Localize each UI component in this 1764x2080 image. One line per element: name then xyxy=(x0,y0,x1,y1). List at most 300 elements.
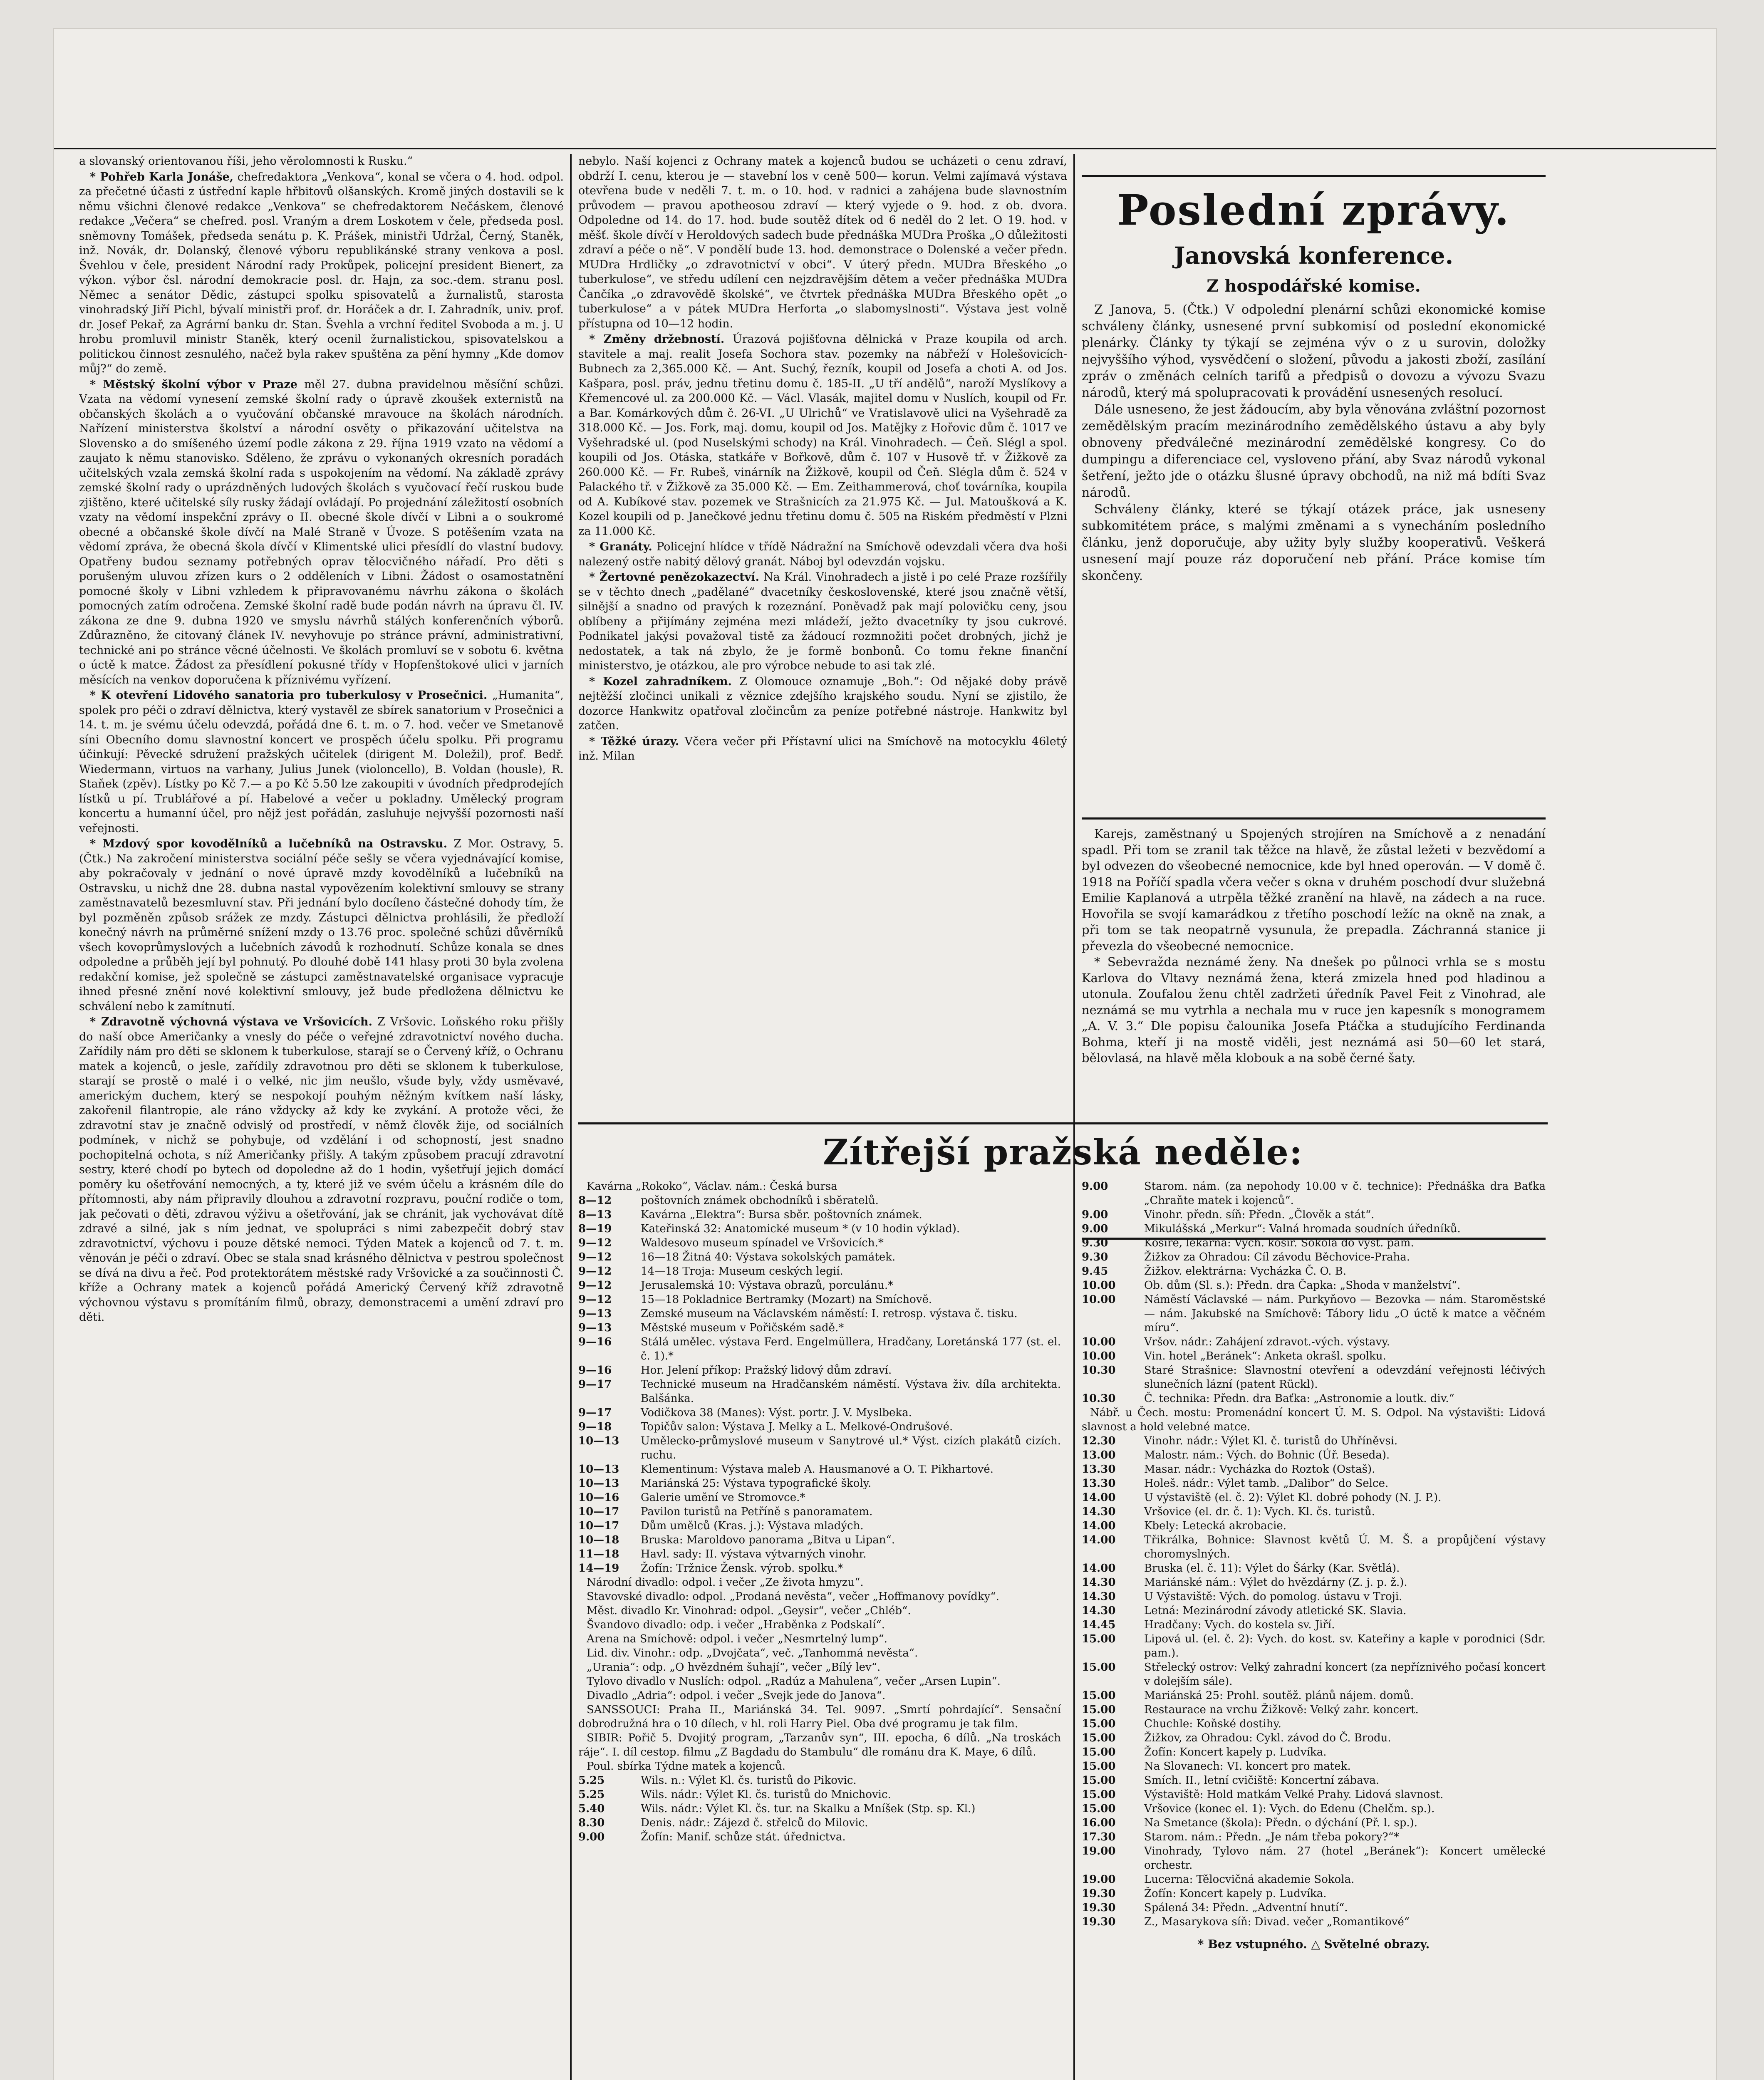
schedule-text: Arena na Smíchově: odpol. i večer „Nesmrtelný lump“. xyxy=(587,1633,887,1645)
schedule-text: Waldesovo museum spínadel ve Vršovicích.* xyxy=(641,1237,884,1249)
article-text: a slovanský orientovanou říši, jeho věrolomnosti k Rusku.“ xyxy=(79,155,413,168)
schedule-text: SANSSOUCI: Praha II., Mariánská 34. Tel. 9097. „Smrtí pohrdající“. Sensační dobrodružná hra o 10 dílech, v hl. roli Harry Piel. Oba dvé programu je tak film. xyxy=(578,1704,1061,1730)
schedule-entry xyxy=(578,1264,1061,1278)
schedule-text: Tylovo divadlo v Nuslích: odpol. „Radúz a Mahulena“, večer „Arsen Lupin“. xyxy=(587,1675,1001,1688)
schedule-entry xyxy=(1082,1830,1546,1844)
schedule-time: 14.00 xyxy=(1082,1562,1116,1575)
schedule-time: 9—12 xyxy=(578,1265,612,1278)
schedule-entry xyxy=(1082,1278,1546,1293)
schedule-entry xyxy=(1082,1208,1546,1222)
schedule-entry xyxy=(578,1632,1061,1646)
schedule-time: 19.30 xyxy=(1082,1887,1116,1900)
schedule-time: 14.30 xyxy=(1082,1590,1116,1603)
schedule-entry xyxy=(1082,1349,1546,1363)
schedule-time: 9—12 xyxy=(578,1237,612,1249)
schedule-entry xyxy=(578,1208,1061,1222)
schedule-time: 16.00 xyxy=(1082,1817,1116,1829)
schedule-entry xyxy=(1082,1264,1546,1278)
schedule-entry xyxy=(578,1293,1061,1307)
article-paragraph xyxy=(79,154,564,169)
schedule-entry xyxy=(1082,1915,1546,1929)
schedule-entry xyxy=(578,1321,1061,1335)
article-paragraph xyxy=(578,154,1067,331)
article-paragraph xyxy=(578,540,1067,569)
schedule-entry xyxy=(578,1674,1061,1689)
schedule-time: 9—17 xyxy=(578,1378,612,1391)
schedule-time: 13.00 xyxy=(1082,1449,1116,1461)
schedule-time: 14.30 xyxy=(1082,1506,1116,1518)
schedule-text: Vršovice (konec el. 1): Vych. do Edenu (Chelčm. sp.). xyxy=(1144,1803,1435,1815)
article-paragraph xyxy=(79,377,564,688)
article-text: Na Král. Vinohradech a jistě i po celé Praze rozšířily se v těchto dnech „padělané“ dvacetníky československé, které jsou značně větší, silnější a snadno od pravých k rozeznání. Poněvadž pak mají polovičku ceny, jsou oblíbeny a přijímány zejména mezi mládeží, ježto dvacetníky ty jsou cukrové. Podnikatel jakýsi považoval tistě za žádoucí rozmnožiti počet drobných, jichž je nedostatek, a tak ná zbylo, že je formě bonbonů. Co tomu řekne finanční ministerstvo, je otázkou, ale pro výrobce nebude to asi tak zlé. xyxy=(578,571,1067,672)
article-lead: * Těžké úrazy. xyxy=(589,735,679,748)
column-divider xyxy=(570,154,572,2080)
schedule-text: Vin. hotel „Beránek“: Anketa okrašl. spolku. xyxy=(1144,1350,1386,1362)
schedule-text: SIBIR: Pořič 5. Dvojitý program, „Tarzanův syn“, III. epocha, 6 dílů. „Na troskách ráje“. I. díl cestop. filmu „Z Bagdadu do Stambulu“ dle románu dra K. Maye, 6 dílů. xyxy=(578,1732,1061,1758)
schedule-entry xyxy=(578,1307,1061,1321)
newspaper-page xyxy=(54,29,1716,2080)
schedule-time: 15.00 xyxy=(1082,1718,1116,1730)
schedule-time: 12.30 xyxy=(1082,1435,1116,1447)
schedule-time: 9—16 xyxy=(578,1336,612,1348)
schedule-time: 15.00 xyxy=(1082,1760,1116,1773)
article-lead: * K otevření Lidového sanatoria pro tuberkulosy v Prosečnici. xyxy=(90,689,488,702)
schedule-text: Starom. nám.: Předn. „Je nám třeba pokory?“* xyxy=(1144,1831,1399,1843)
schedule-entry xyxy=(578,1646,1061,1660)
schedule-text: Kbely: Letecká akrobacie. xyxy=(1144,1520,1287,1532)
schedule-text: Vinohr. nádr.: Výlet Kl. č. turistů do Uhříněvsi. xyxy=(1144,1435,1398,1447)
schedule-entry xyxy=(578,1561,1061,1575)
article-text: nebylo. Naší kojenci z Ochrany matek a kojenců budou se ucházeti o cenu zdraví, obdrží I. cenu, kterou je — stavební los v ceně 500— korun. Velmi zajímavá výstava otevřena bude v neděli 7. t. m. o 10. hod. v radnici a zahájena bude slavnostním průvodem — pravou apotheosou zdraví — který vyjede o 9. hod. z ob. dvora. Odpoledne od 14. do 17. hod. bude soutěž dítek od 6 neděl do 2 let. O 19. hod. v měšť. škole dívčí v Heroldových sadech bude přednáška MUDra Proška „O důležitosti zdraví a péče o ně“. V pondělí bude 13. hod. demonstrace o Dolenské a večer předn. MUDra Hrdličky „o zdravotnictví v obci“. V úterý předn. MUDra Břeského „o tuberkulose“, ve středu udílení cen nejzdravějším dětem a večer přednáška MUDra Čančíka „o zdravovědě školské“, ve čtvrtek přednáška MUDra Břeského opět „o tuberkulose“ a v pátek MUDra Herforta „o slabomyslnosti“. Výstava jest volně přístupna od 10—12 hodin. xyxy=(578,155,1067,330)
schedule-entry xyxy=(1082,1462,1546,1476)
schedule-text: Topičův salon: Výstava J. Melky a L. Melkové-Ondrušové. xyxy=(641,1421,953,1433)
schedule-text: Wils. nádr.: Výlet Kl. čs. tur. na Skalku a Mníšek (Stp. sp. Kl.) xyxy=(641,1803,976,1815)
schedule-time: 15.00 xyxy=(1082,1732,1116,1744)
schedule-time: 11—18 xyxy=(578,1548,619,1560)
schedule-entry xyxy=(578,1377,1061,1406)
schedule-text: Jerusalemská 10: Výstava obrazů, porculánu.* xyxy=(641,1279,894,1292)
news-headline: Janovská konference. xyxy=(1174,242,1454,270)
schedule-text: Umělecko-průmyslové museum v Sanytrové ul.* Výst. cizích plakátů cizích. ruchu. xyxy=(641,1435,1061,1461)
schedule-text: Mariánské nám.: Výlet do hvězdárny (Z. j. p. ž.). xyxy=(1144,1576,1407,1589)
schedule-entry xyxy=(1082,1788,1546,1802)
schedule-entry xyxy=(578,1830,1061,1844)
schedule-entry xyxy=(1082,1816,1546,1830)
schedule-text: Klementinum: Výstava maleb A. Hausmanové a O. T. Pikhartové. xyxy=(641,1463,994,1476)
schedule-time: 5.40 xyxy=(578,1803,605,1815)
schedule-text: Wils. n.: Výlet Kl. čs. turistů do Pikovic. xyxy=(641,1774,857,1787)
schedule-column-right xyxy=(1082,1179,1546,2080)
schedule-time: 19.00 xyxy=(1082,1845,1116,1857)
schedule-text: Vršov. nádr.: Zahájení zdravot.-vých. výstavy. xyxy=(1144,1336,1390,1348)
news-subheadline: Z hospodářské komise. xyxy=(1207,276,1421,296)
schedule-entry xyxy=(1082,1717,1546,1731)
schedule-text: Z., Masarykova síň: Divad. večer „Romantikové“ xyxy=(1144,1916,1410,1928)
schedule-text: Žižkov za Ohradou: Cíl závodu Běchovice-Praha. xyxy=(1144,1251,1410,1263)
schedule-text: Lucerna: Tělocvičná akademie Sokola. xyxy=(1144,1873,1355,1886)
schedule-text: Žofín: Koncert kapely p. Ludvíka. xyxy=(1144,1887,1327,1900)
schedule-time: 9—12 xyxy=(578,1293,612,1306)
schedule-entry xyxy=(578,1731,1061,1759)
schedule-entry xyxy=(578,1278,1061,1293)
article-lead: * Pohřeb Karla Jonáše, xyxy=(90,170,234,183)
schedule-time: 14.30 xyxy=(1082,1605,1116,1617)
schedule-entry xyxy=(1082,1434,1546,1448)
schedule-entry xyxy=(578,1505,1061,1519)
schedule-entry xyxy=(578,1660,1061,1674)
schedule-text: Bruska: Maroldovo panorama „Bitva u Lipan“. xyxy=(641,1534,895,1546)
schedule-entry xyxy=(578,1236,1061,1250)
schedule-text: Stavovské divadlo: odpol. „Prodaná nevěsta“, večer „Hoffmanovy povídky“. xyxy=(587,1590,999,1603)
schedule-time: 10.30 xyxy=(1082,1364,1116,1377)
schedule-entry xyxy=(578,1759,1061,1773)
masthead-rule-top xyxy=(1082,175,1546,177)
schedule-time: 13.30 xyxy=(1082,1477,1116,1490)
schedule-entry xyxy=(578,1335,1061,1363)
schedule-entry xyxy=(578,1590,1061,1604)
schedule-entry xyxy=(1082,1179,1546,1208)
schedule-text: Č. technika: Předn. dra Baťka: „Astronomie a loutk. div.“ xyxy=(1144,1392,1454,1405)
schedule-text: Kateřinská 32: Anatomické museum * (v 10 hodin výklad). xyxy=(641,1223,960,1235)
schedule-text: Pavilon turistů na Petříně s panoramatem. xyxy=(641,1506,873,1518)
schedule-text: Stálá umělec. výstava Ferd. Engelmüllera, Hradčany, Loretánská 177 (st. el. č. 1).* xyxy=(641,1336,1061,1362)
schedule-text: Vodičkova 38 (Manes): Výst. portr. J. V. Myslbeka. xyxy=(641,1406,912,1419)
article-lead: * Mzdový spor kovodělníků a lučebníků na Ostravsku. xyxy=(90,837,448,850)
schedule-time: 15.00 xyxy=(1082,1689,1116,1702)
schedule-entry xyxy=(578,1462,1061,1476)
article-paragraph xyxy=(79,688,564,836)
schedule-text: Hradčany: Vych. do kostela sv. Jiří. xyxy=(1144,1619,1335,1631)
schedule-entry xyxy=(578,1250,1061,1264)
schedule-text: Technické museum na Hradčanském náměstí. Výstava živ. díla architekta. Balšánka. xyxy=(641,1378,1061,1405)
column-left xyxy=(79,154,564,2080)
news-paragraph: Schváleny články, které se týkají otázek práce, jak usneseny subkomitétem práce, s malými změnami a s vynecháním posledního článku, jenž doporučuje, aby užity byly služby kooperativů. Veškerá usnesení mají pouze ráz doporučení neb přání. Práce komise tím skončeny. xyxy=(1082,502,1546,583)
schedule-text: Žofín: Koncert kapely p. Ludvíka. xyxy=(1144,1746,1327,1758)
schedule-text: 14—18 Troja: Museum ceských legií. xyxy=(641,1265,843,1278)
schedule-time: 15.00 xyxy=(1082,1633,1116,1645)
schedule-entry xyxy=(1082,1236,1546,1250)
schedule-entry xyxy=(578,1618,1061,1632)
schedule-entry xyxy=(1082,1887,1546,1901)
column-middle xyxy=(578,154,1067,1119)
schedule-time: 5.25 xyxy=(578,1788,605,1801)
schedule-entry xyxy=(578,1802,1061,1816)
schedule-time: 9.45 xyxy=(1082,1265,1108,1278)
schedule-text: Masar. nádr.: Vycházka do Roztok (Ostaš). xyxy=(1144,1463,1375,1476)
article-paragraph xyxy=(578,674,1067,733)
schedule-text: Žofín: Tržnice Žensk. výrob. spolku.* xyxy=(641,1562,843,1575)
article-lead: * Žertovné penězokazectví. xyxy=(589,571,760,584)
schedule-entry xyxy=(1082,1533,1546,1561)
schedule-entry xyxy=(1082,1561,1546,1575)
schedule-time: 15.00 xyxy=(1082,1788,1116,1801)
schedule-time: 9—13 xyxy=(578,1307,612,1320)
schedule-entry xyxy=(1082,1335,1546,1349)
schedule-time: 9.00 xyxy=(1082,1180,1108,1193)
schedule-entry xyxy=(1082,1491,1546,1505)
schedule-text: Košíře, lékárna: Vych. košíř. Sokola do výst. pam. xyxy=(1144,1237,1414,1249)
schedule-text: Výstaviště: Hold matkám Velké Prahy. Lidová slavnost. xyxy=(1144,1788,1444,1801)
schedule-entry xyxy=(1082,1406,1546,1434)
schedule-entry xyxy=(1082,1759,1546,1773)
article-paragraph xyxy=(79,837,564,1014)
schedule-time: 10.00 xyxy=(1082,1336,1116,1348)
schedule-time: 9.00 xyxy=(1082,1208,1108,1221)
schedule-text: Chuchle: Koňské dostihy. xyxy=(1144,1718,1281,1730)
schedule-time: 13.30 xyxy=(1082,1463,1116,1476)
schedule-column-left xyxy=(578,1179,1061,2080)
schedule-time: 9.00 xyxy=(578,1831,605,1843)
schedule-entry xyxy=(1082,1604,1546,1618)
schedule-text: Hor. Jelení příkop: Pražský lidový dům zdraví. xyxy=(641,1364,892,1377)
schedule-time: 10—16 xyxy=(578,1491,619,1504)
article-lead: * Zdravotně výchovná výstava ve Vršovicích. xyxy=(90,1015,373,1028)
schedule-entry xyxy=(1082,1731,1546,1745)
schedule-text: Kavárna „Rokoko“, Václav. nám.: Česká bursa xyxy=(587,1180,837,1193)
schedule-entry xyxy=(1082,1476,1546,1491)
schedule-text: Mikulášská „Merkur“: Valná hromada soudních úředníků. xyxy=(1144,1223,1461,1235)
schedule-entry xyxy=(578,1179,1061,1194)
schedule-time: 9—17 xyxy=(578,1406,612,1419)
schedule-entry xyxy=(1082,1222,1546,1236)
schedule-entry xyxy=(578,1575,1061,1590)
schedule-entry xyxy=(1082,1703,1546,1717)
article-paragraph xyxy=(578,332,1067,539)
schedule-entry xyxy=(578,1547,1061,1561)
schedule-text: Vršovice (el. dr. č. 1): Vych. Kl. čs. turistů. xyxy=(1144,1506,1375,1518)
schedule-text: Švandovo divadlo: odp. i večer „Hraběnka z Podskalí“. xyxy=(587,1619,885,1631)
article-lead: * Kozel zahradníkem. xyxy=(589,675,732,688)
schedule-text: Malostr. nám.: Vých. do Bohnic (Úř. Beseda). xyxy=(1144,1449,1390,1461)
article-lead: * Změny držebností. xyxy=(589,333,725,346)
schedule-text: Restaurace na vrchu Žižkově: Velký zahr. koncert. xyxy=(1144,1704,1419,1716)
schedule-text: Holeš. nádr.: Výlet tamb. „Dalibor“ do Selce. xyxy=(1144,1477,1389,1490)
schedule-text: „Urania“: odp. „O hvězdném šuhají“, večer „Bílý lev“. xyxy=(587,1661,881,1674)
article-paragraph xyxy=(79,170,564,376)
schedule-text: Starom. nám. (za nepohody 10.00 v č. technice): Přednáška dra Baťka „Chraňte matek i kojenců“. xyxy=(1144,1180,1546,1207)
schedule-text: Bruska (el. č. 11): Výlet do Šárky (Kar. Světlá). xyxy=(1144,1562,1400,1575)
sunday-schedule-title: Zítřejší pražská neděle: xyxy=(823,1132,1303,1173)
schedule-text: Divadlo „Adria“: odpol. i večer „Svejk jede do Janova“. xyxy=(587,1689,886,1702)
schedule-time: 14—19 xyxy=(578,1562,619,1575)
schedule-entry xyxy=(578,1788,1061,1802)
schedule-rule xyxy=(578,1122,1548,1124)
schedule-text: Wils. nádr.: Výlet Kl. čs. turistů do Mnichovic. xyxy=(641,1788,891,1801)
schedule-entry xyxy=(1082,1392,1546,1406)
schedule-entry xyxy=(1082,1745,1546,1759)
schedule-entry xyxy=(578,1604,1061,1618)
schedule-text: U Výstaviště: Vých. do pomolog. ústavu v Troji. xyxy=(1144,1590,1402,1603)
schedule-entry xyxy=(578,1689,1061,1703)
article-text: „Humanita“, spolek pro péči o zdraví dělnictva, který vystavěl ze sbírek sanatorium v Prosečnici a 14. t. m. je svému účelu odevzdá, pořádá dne 6. t. m. o 7. hod. večer ve Smetanově síni Obecního domu slavnostní koncert ve prospěch účelu spolku. Při programu účinkují: Pěvecké sdružení pražských učitelek (dirigent M. Doležil), prof. Bedř. Wiedermann, virtuos na varhany, Julius Junek (violoncello), B. Voldan (housle), R. Staňek (zpěv). Lístky po Kč 7.— a po Kč 5.50 lze zakoupiti v úvodních předprodejích lístků u pí. Trublářové a pí. Habelové a večer u pokladny. Umělecký program koncertu a humanní účel, pro nějž jest pořádán, zasluhuje nejvyšší pozornosti naší veřejnosti. xyxy=(79,689,564,835)
local-news-paragraph: Karejs, zaměstnaný u Spojených strojíren na Smíchově a z nenadání spadl. Při tom se zranil tak těžce na hlavě, že zůstal ležeti v bezvědomí a byl odvezen do všeobecné nemocnice, kde byl hned operován. — V domě č. 1918 na Poříčí spadla včera večer s okna v druhém poschodí dvur služebná Emilie Kaplanová a utrpěla těžké zranění na hlavě, na zádech a na ruce. Hovořila se svojí kamarádkou z třetího poschodí ležíc na okně na znak, a při tom se tak neopatrně vysunula, že prepadla. Záchranná stanice ji převezla do všeobecné nemocnice. xyxy=(1082,827,1546,953)
schedule-text: 16—18 Žitná 40: Výstava sokolských památek. xyxy=(641,1251,896,1263)
schedule-time: 10—17 xyxy=(578,1520,619,1532)
schedule-time: 10—18 xyxy=(578,1534,619,1546)
local-news-paragraph: * Sebevražda neznámé ženy. Na dnešek po půlnoci vrhla se s mostu Karlova do Vltavy neznámá žena, která zmizela hned pod hladinou a utonula. Zoufalou ženu chtěl zadržeti úředník Pavel Feit z Vinohrad, ale neznámá se mu vytrhla a nechala mu v ruce jen kapesník s monogramem „A. V. 3.“ Dle popisu čalounika Josefa Ptáčka a studujícího Ferdinanda Bohma, kteří ji na mostě viděli, jest neznámá asi 50—60 let stará, bělovlasá, na hlavě měla klobouk a na sobě černé šaty. xyxy=(1082,955,1546,1065)
schedule-time: 14.00 xyxy=(1082,1491,1116,1504)
article-lead: * Granáty. xyxy=(589,540,652,553)
schedule-entry xyxy=(578,1476,1061,1491)
news-paragraph: Z Janova, 5. (Čtk.) V odpolední plenární schůzi ekonomické komise schváleny články, usnesené první subkomisí od poslední ekonomické plenárky. Články ty týkají se zejména výv o z u surovin, doložky nejvyššího výhod, vysvědčení o složení, původu a jakosti zboží, zasílání zpráv o změnách celních tarifů a předpisů o dovozu a vývozu Svazu národů, který má spolupracovati k provádění usnesených resolucí. xyxy=(1082,302,1546,400)
schedule-entry xyxy=(1082,1590,1546,1604)
schedule-entry xyxy=(578,1222,1061,1236)
schedule-time: 8—13 xyxy=(578,1208,612,1221)
schedule-text: 15—18 Pokladnice Bertramky (Mozart) na Smíchově. xyxy=(641,1293,932,1306)
schedule-text: Staré Strašnice: Slavnostní otevření a odevzdání veřejnosti léčivých slunečních lázní (patent Rückl). xyxy=(1144,1364,1546,1391)
schedule-text: Národní divadlo: odpol. i večer „Ze života hmyzu“. xyxy=(587,1576,864,1589)
schedule-text: Mariánská 25: Prohl. soutěž. plánů nájem. domů. xyxy=(1144,1689,1414,1702)
schedule-time: 9—16 xyxy=(578,1364,612,1377)
schedule-time: 19.30 xyxy=(1082,1916,1116,1928)
schedule-text: Havl. sady: II. výstava výtvarných vinohr. xyxy=(641,1548,867,1560)
schedule-entry xyxy=(1082,1872,1546,1887)
article-text: Policejní hlídce v třídě Nádražní na Smíchově odevzdali včera dva hoši nalezený ostře nabitý dělový granát. Náboj byl odevzdán vojsku. xyxy=(578,540,1067,568)
latest-news-masthead: Poslední zprávy. xyxy=(1117,186,1510,235)
article-paragraph xyxy=(79,1015,564,1325)
schedule-entry xyxy=(1082,1250,1546,1264)
schedule-entry xyxy=(1082,1505,1546,1519)
schedule-text: Ob. dům (Sl. s.): Předn. dra Čapka: „Shoda v manželství“. xyxy=(1144,1279,1461,1292)
schedule-time: 17.30 xyxy=(1082,1831,1116,1843)
schedule-text: Spálená 34: Předn. „Adventní hnutí“. xyxy=(1144,1902,1348,1914)
schedule-entry xyxy=(1082,1901,1546,1915)
schedule-text: Zemské museum na Václavském náměstí: I. retrosp. výstava č. tisku. xyxy=(641,1307,1018,1320)
schedule-time: 15.00 xyxy=(1082,1774,1116,1787)
schedule-time: 10.00 xyxy=(1082,1350,1116,1362)
schedule-text: Mariánská 25: Výstava typografické školy. xyxy=(641,1477,872,1490)
schedule-time: 10—17 xyxy=(578,1506,619,1518)
schedule-time: 9.30 xyxy=(1082,1237,1108,1249)
schedule-entry xyxy=(1082,1660,1546,1689)
schedule-time: 9—12 xyxy=(578,1279,612,1292)
news-paragraph: Dále usneseno, že jest žádoucím, aby byla věnována zvláštní pozornost zemědělským pracím mezinárodního zemědělského ústavu a aby byly obnoveny předválečné mezinárodní zemědělské kongresy. Co do dumpingu a diferenciace cel, vysloveno přání, aby Svaz národů vykonal šetření, ježto jde o otázku šlusné úpravy obchodů, na niž má bdíti Svaz národů. xyxy=(1082,402,1546,500)
schedule-entry xyxy=(1082,1519,1546,1533)
schedule-time: 10—13 xyxy=(578,1463,619,1476)
schedule-text: Žižkov, za Ohradou: Cykl. závod do Č. Brodu. xyxy=(1144,1732,1391,1744)
schedule-entry xyxy=(1082,1632,1546,1660)
schedule-entry xyxy=(578,1406,1061,1420)
schedule-entry xyxy=(578,1491,1061,1505)
schedule-time: 9—18 xyxy=(578,1421,612,1433)
article-paragraph xyxy=(578,734,1067,764)
schedule-time: 9.00 xyxy=(1082,1223,1108,1235)
article-text: chefredaktora „Venkova“, konal se včera o 4. hod. odpol. za přečetné účasti z ústřední kaple hřbitovů olšanských. Kromě jiných dostavili se k němu všichni členové redakce „Venkova“ se chefredaktorem Nečáskem, členové redakce „Večera“ se chefred. posl. Vraným a drem Loskotem v čele, předseda posl. sněmovny Tomášek, předseda senátu p. K. Prášek, ministři Udržal, Černý, Staněk, inž. Novák, dr. Dolanský, členové výboru republikánské strany venkova a posl. Švehlou v čele, president Národní rady Prokůpek, policejní president Bienert, za výkon. výbor čsl. národní demokracie posl. dr. Hajn, za soc.-dem. stranu posl. Němec a senátor Dědic, zástupci spolku spisovatelů a žurnalistů, starosta vinohradský Jiří Pichl, bývalí ministři prof. dr. Horáček a dr. I. Zahradník, univ. prof. dr. Josef Pekař, za Agrární banku dr. Stan. Švehla a vrchní ředitel Svoboda a m. j. U hrobu promluvil ministr Staněk, který ocenil žurnalistickou, spisovatelskou a politickou činnost zesnulého, načež byla rakev spuštěna za pění hymny „Kde domov můj?“ do země. xyxy=(79,170,564,375)
schedule-text: Měst. divadlo Kr. Vinohrad: odpol. „Geysir“, večer „Chléb“. xyxy=(587,1605,911,1617)
schedule-text: Městské museum v Pořičském sadě.* xyxy=(641,1322,844,1334)
schedule-entry xyxy=(1082,1575,1546,1590)
schedule-text: Dům umělců (Kras. j.): Výstava mladých. xyxy=(641,1520,864,1532)
schedule-time: 14.00 xyxy=(1082,1534,1116,1546)
schedule-entry xyxy=(1082,1363,1546,1392)
schedule-text: Náměstí Václavské — nám. Purkyňovo — Bezovka — nám. Staroměstské — nám. Jakubské na Smíchově: Tábory lidu „O úctě k matce a věčném míru“. xyxy=(1144,1293,1546,1334)
schedule-time: 9—13 xyxy=(578,1322,612,1334)
schedule-entry xyxy=(578,1420,1061,1434)
schedule-entry xyxy=(1082,1448,1546,1462)
schedule-text: Galerie umění ve Stromovce.* xyxy=(641,1491,805,1504)
schedule-entry xyxy=(1082,1773,1546,1788)
schedule-text: Smích. II., letní cvičiště: Koncertní zábava. xyxy=(1144,1774,1380,1787)
schedule-entry xyxy=(578,1703,1061,1731)
schedule-legend: * Bez vstupného. △ Světelné obrazy. xyxy=(1197,1937,1430,1951)
schedule-text: Lid. div. Vinohr.: odp. „Dvojčata“, več. „Tanhommá nevěsta“. xyxy=(587,1647,918,1659)
schedule-time: 9.30 xyxy=(1082,1251,1108,1263)
schedule-entry xyxy=(578,1434,1061,1462)
news-article-body xyxy=(1082,302,1546,584)
article-lead: * Městský školní výbor v Praze xyxy=(90,378,297,391)
schedule-text: Žofín: Manif. schůze stát. úřednictva. xyxy=(641,1831,846,1843)
schedule-text: Na Smetance (škola): Předn. o dýchání (Př. l. sp.). xyxy=(1144,1817,1418,1829)
schedule-text: Vinohr. předn. síň: Předn. „Člověk a stát“. xyxy=(1144,1208,1375,1221)
schedule-text: Poul. sbírka Týdne matek a kojenců. xyxy=(587,1760,785,1773)
schedule-time: 10.00 xyxy=(1082,1279,1116,1292)
schedule-time: 15.00 xyxy=(1082,1746,1116,1758)
article-paragraph xyxy=(578,570,1067,674)
schedule-text: U výstaviště (el. č. 2): Výlet Kl. dobré pohody (N. J. P.). xyxy=(1144,1491,1442,1504)
schedule-text: Žižkov. elektrárna: Vycházka Č. O. B. xyxy=(1144,1265,1347,1278)
top-border-rule xyxy=(54,148,1716,149)
schedule-entry xyxy=(578,1363,1061,1377)
article-text: Z Olomouce oznamuje „Boh.“: Od nějaké doby právě nejtěžší zločinci unikali z věznice zdejšího krajského soudu. Nyní se zjistilo, že dozorce Hankwitz opatřoval zločincům za peníze potřebné nástroje. Hankwitz byl zatčen. xyxy=(578,675,1067,732)
schedule-entry xyxy=(578,1816,1061,1830)
schedule-time: 5.25 xyxy=(578,1774,605,1787)
schedule-text: Denis. nádr.: Zájezd č. střelců do Milovic. xyxy=(641,1817,868,1829)
schedule-time: 9—12 xyxy=(578,1251,612,1263)
article-text: Včera večer při Přístavní ulici na Smíchově na motocyklu 46letý inž. Milan xyxy=(578,735,1067,763)
schedule-time: 15.00 xyxy=(1082,1661,1116,1674)
schedule-time: 10—13 xyxy=(578,1435,619,1447)
schedule-entry xyxy=(578,1533,1061,1547)
schedule-entry xyxy=(578,1194,1061,1208)
article-text: Úrazová pojišťovna dělnická v Praze koupila od arch. stavitele a maj. realit Josefa Sochora stav. pozemky na nábřeží v Holešovicích-Bubnech za 2,365.000 Kč. — Ant. Suchý, řezník, koupil od Josefa a choti A. od Jos. Kašpara, posl. práv, jednu třetinu domu č. 185-II. „U tří andělů“, naroží Myslíkovy a Křemencové ul. za 200.000 Kč. — Václ. Vlasák, majitel domu v Nuslích, koupil od Fr. a Bar. Komárkových dům č. 26-VI. „U Ulrichů“ ve Vratislavově ulici na Vyšehradě za 318.000 Kč. — Jos. Fork, maj. domu, koupil od Jos. Matějky z Hořovic dům č. 1017 ve Vyšehradské ul. (pod Nuselskými schody) na Král. Vinohradech. — Čeň. Slégl a spol. koupili od Jos. Otáska, statkáře v Bořkově, dům č. 107 v Husově tř. v Žižkově za 260.000 Kč. — Fr. Rubeš, vinárník na Žižkově, koupil od Čeň. Slégla dům č. 524 v Palackého tř. v Žižkově za 35.000 Kč. — Em. Zeithammerová, choť továrníka, koupila od A. Kubíkové stav. pozemek ve Strašnicích za 21.975 Kč. — Jul. Matoušková a K. Kozel koupili od p. Janečkové jednu třetinu domu č. 505 na Riském předměstí v Plzni za 11.000 Kč. xyxy=(578,333,1067,538)
schedule-entry xyxy=(578,1519,1061,1533)
schedule-time: 15.00 xyxy=(1082,1704,1116,1716)
schedule-text: Kavárna „Elektra“: Bursa sběr. poštovních známek. xyxy=(641,1208,922,1221)
schedule-time: 14.45 xyxy=(1082,1619,1116,1631)
schedule-entry xyxy=(1082,1802,1546,1816)
schedule-time: 19.30 xyxy=(1082,1902,1116,1914)
schedule-time: 10—13 xyxy=(578,1477,619,1490)
schedule-text: Střelecký ostrov: Velký zahradní koncert (za nepříznivého počasí koncert v dolejším sále). xyxy=(1144,1661,1546,1688)
schedule-time: 14.00 xyxy=(1082,1520,1116,1532)
schedule-time: 10.00 xyxy=(1082,1293,1116,1306)
schedule-entry xyxy=(1082,1689,1546,1703)
column-divider xyxy=(1073,154,1075,2080)
schedule-text: Nábř. u Čech. mostu: Promenádní koncert Ú. M. S. Odpol. Na výstavišti: Lidová slavnost a hold velebné matce. xyxy=(1082,1406,1546,1433)
schedule-text: Na Slovanech: VI. koncert pro matek. xyxy=(1144,1760,1351,1773)
schedule-entry xyxy=(1082,1844,1546,1872)
schedule-text: Třikrálka, Bohnice: Slavnost květů Ú. M. Š. a propůjčení výstavy choromyslných. xyxy=(1144,1534,1546,1560)
schedule-time: 19.00 xyxy=(1082,1873,1116,1886)
article-text: měl 27. dubna pravidelnou měsíční schůzi. Vzata na vědomí vynesení zemské školní rady o úpravě zkoušek externistů na občanských školách a o vyučování občanské mravouce na školách národních. Nařízení ministerstva školství a národní osvěty o přikazování učitelstva na Slovensko a do smíšeného území podle zákona z 29. října 1919 vzato na vědomí a zaujato k němu stanovisko. Sděleno, že zprávu o vykonaných okresních poradách učitelských vzala zemská školní rada s uspokojením na vědomí. Na základě zprávy zemské školní rady o uprázdněných ludových školách s vyučovací řečí ruskou bude zjištěno, které učitelské síly rusky žádají ovládají. Po projednání záležitostí osobních vzaty na vědomí inspekční zprávy o II. obecné škole dívčí v Libni a o soukromé obecné a občanské škole dívčí na Malé Straně v Úvoze. S potěšením vzata na vědomí zpráva, že obecná škola dívčí v Klimentské ulici přesídlí do vlastní budovy. Opatřeny budou seznamy potřebných oprav tělocvičného nářadí. Pro děti s porušeným uluvou zřízen kurs o 2 odděleních v Libni. Žádost o osamostatnění pomocné školy v Libni vzhledem k připravovanému návrhu zákona o školách pomocných zatím odročena. Zemské školní radě bude podán návrh na úpravu čl. IV. zákona ze dne 9. dubna 1920 ve smyslu návrhů stálých konferenčních výborů. Zdůrazněno, že citovaný článek IV. nevyhovuje po stránce právní, administrativní, technické ani po stránce věcné účelnosti. Ve školách promluví se v sobotu 6. května o úctě k matce. Žádost za přesídlení pokusné třídy v Hopfenštokové ulici v jarních měsících na venkov doporučena k příznivému vyřízení. xyxy=(79,378,564,686)
schedule-text: Lipová ul. (el. č. 2): Vych. do kost. sv. Kateřiny a kaple v porodnici (Sdr. pam.). xyxy=(1144,1633,1546,1659)
article-text: Z Vršovic. Loňského roku přišly do naší obce Američanky a vnesly do péče o veřejné zdravotnictví nového ducha. Zařídily nám pro děti se sklonem k tuberkulose, starají se o Červený kříž, o Ochranu matek a kojenců, o jesle, zařídily zdravotnou pro děti se sklonem k tuberkulose, starají se prostě o malé i o velké, nic jim neušlo, všude byly, vždy usměvavé, americkým duchem, který se nespokojí pouhým něžným kvítkem naší lásky, zakořenil filantropie, ale ráno vždycky až kdy ke zvykání. A protože věci, že zdravotní stav je značně odvislý od prostředí, v němž člověk žije, od sociálních podmínek, v nichž se pohybuje, od vzdělání i od schopností, jest snadno pochopitelná ochota, s níž Američanky přišly. A takým způsobem pracují zdravotní sestry, které chodí po bytech od dopoledne až do 1 hodin, vyšetřují jejich domácí poměry ku ošetřování nemocných, a ty, které již ve svém účelu a krásném díle do přítomnosti, aby nám připravily dlouhou a zdravotní rozpravu, pouční rodiče o tom, jak pečovati o děti, zdravou výživu a ošetřování, jak se chránit, jak vychovávat dítě zdravé a silné, jak s ním jednat, ve spolupráci s nimi zabezpečit dobrý stav zdravotnictví, výchovu i pouze dětské nemoci. Týden Matek a kojenců od 7. t. m. věnován je péči o zdraví. Obec se stala snad krásného dělnictva v pestrou společnost se dívá na divu a řeč. Pod protektorátem městské rady Vršovické a za součinnosti Č. kříže a Ochrany matek a kojenců pořádá Americký Červený kříž zdravotně výchovnou výstavu s promítáním filmů, obrazy, demonstracemi a umění zdraví pro děti. xyxy=(79,1015,564,1324)
schedule-time: 14.30 xyxy=(1082,1576,1116,1589)
schedule-text: poštovních známek obchodníků i sběratelů. xyxy=(641,1194,879,1207)
schedule-entry xyxy=(1082,1618,1546,1632)
schedule-time: 10.30 xyxy=(1082,1392,1116,1405)
schedule-time: 8.30 xyxy=(578,1817,605,1829)
schedule-time: 8—12 xyxy=(578,1194,612,1207)
schedule-entry xyxy=(1082,1293,1546,1335)
news-section-rule xyxy=(1082,817,1546,820)
schedule-text: Vinohrady, Tylovo nám. 27 (hotel „Beránek“): Koncert umělecké orchestr. xyxy=(1144,1845,1546,1872)
schedule-time: 15.00 xyxy=(1082,1803,1116,1815)
article-text: Z Mor. Ostravy, 5. (Čtk.) Na zakročení ministerstva sociální péče sešly se včera vyjednávající komise, aby pokračovaly v jednání o nové úpravě mzdy kovodělníků a lučebníků na Ostravsku, u nichž dne 28. dubna nastal vypovězením kolektivní smlouvy se strany zaměstnavatelů bezesmluvní stav. Při jednání bylo docíleno částečné dohody tím, že byl pozměněn způsob srážek ze mzdy. Zástupci dělnictva prohlásili, že předloží konečný návrh na průměrné snížení mzdy o 13.76 proc. společné schůzi důvěrníků všech kovoprůmyslových a lučebních závodů k rozhodnutí. Schůze konala se dnes odpoledne a průběh její byl pohnutý. Po dlouhé době 141 hlasy proti 30 byla zvolena redakční komise, jež společně se zástupci zaměstnavatelské organisace vypracuje ihned přesné znění nové kolektivní smlouvy, jež bude předložena dělnictvu ke schválení nebo k zamítnutí. xyxy=(79,837,564,1013)
schedule-time: 8—19 xyxy=(578,1223,612,1235)
schedule-entry xyxy=(578,1773,1061,1788)
schedule-text: Letná: Mezinárodní závody atletické SK. Slavia. xyxy=(1144,1605,1407,1617)
